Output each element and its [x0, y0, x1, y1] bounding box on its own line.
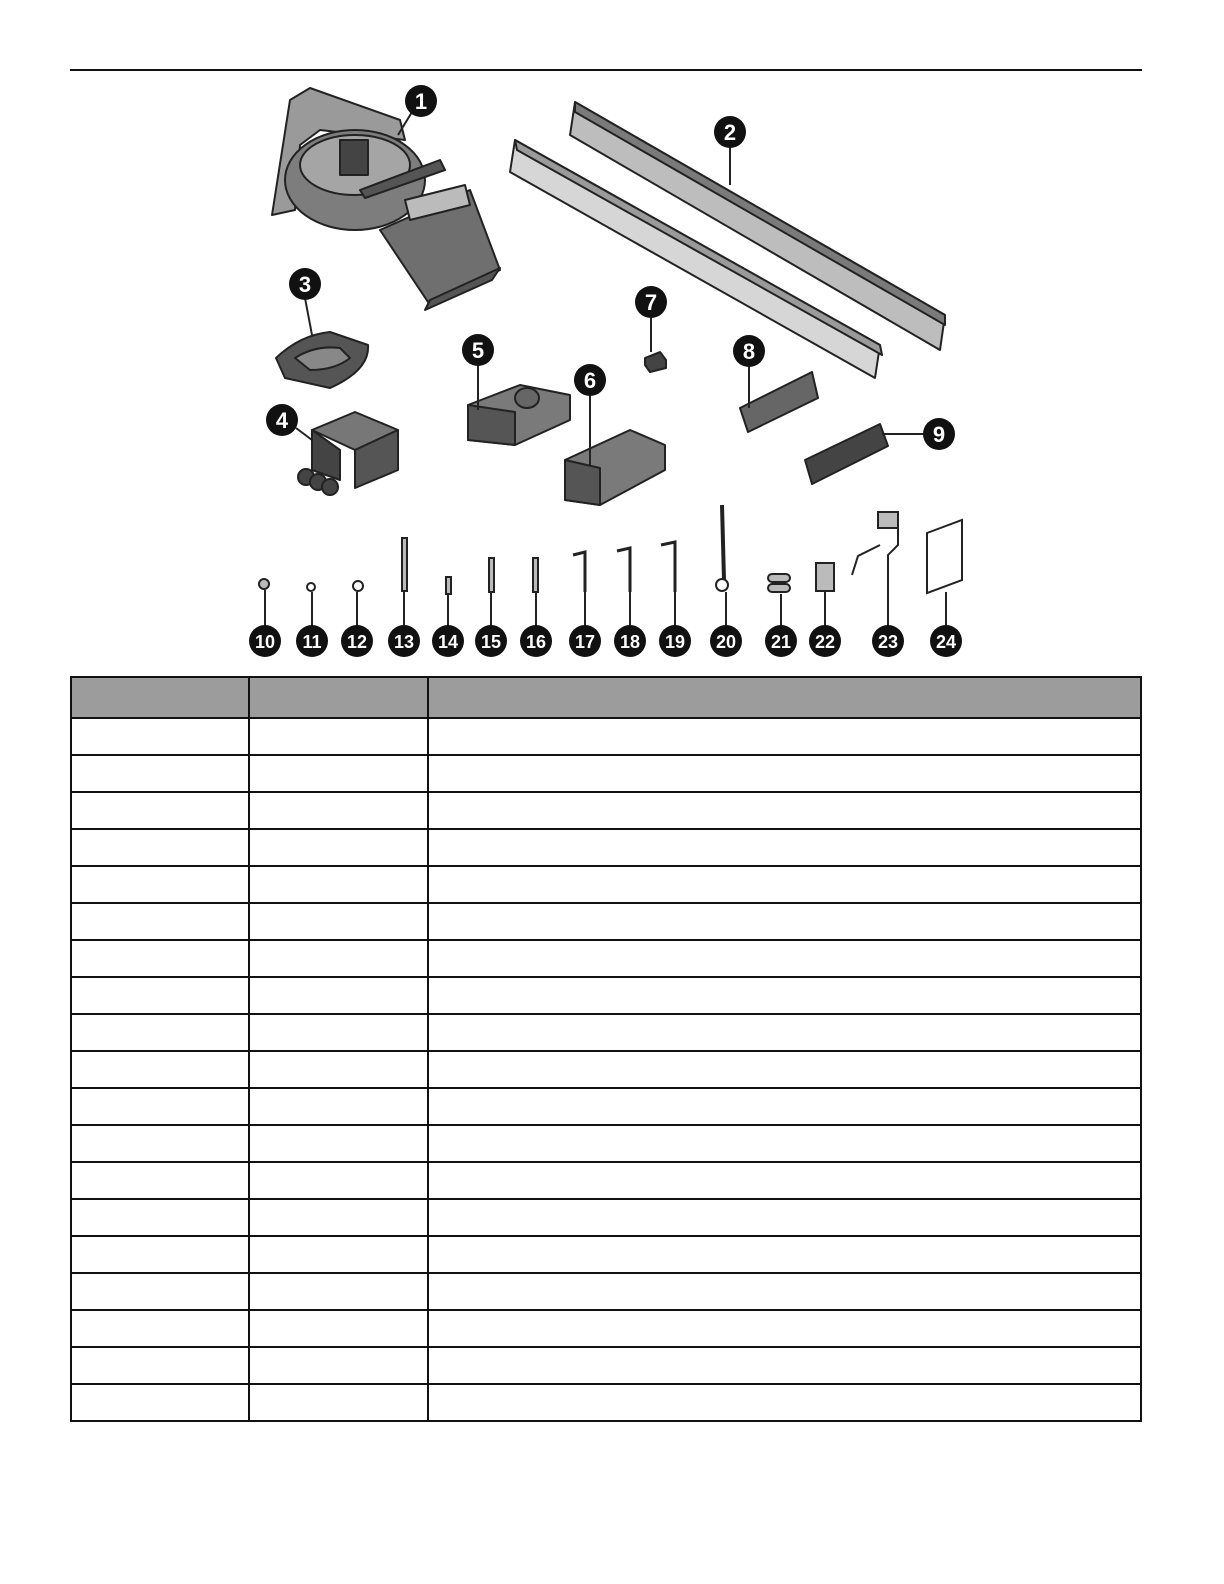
long-bolt: [402, 538, 407, 591]
svg-text:5: 5: [471, 338, 485, 363]
rubber-pad: [805, 424, 888, 484]
callout-11: [296, 625, 328, 657]
table-cell: [249, 1347, 428, 1384]
callout-18: [614, 625, 646, 657]
table-row: [71, 1310, 1141, 1347]
callout-17: [569, 625, 601, 657]
large-washer: [353, 581, 363, 591]
svg-text:10: 10: [254, 632, 276, 652]
table-cell: [71, 792, 249, 829]
table-cell: [428, 1310, 1141, 1347]
svg-text:11: 11: [302, 632, 322, 652]
table-cell: [249, 866, 428, 903]
table-row: [71, 1162, 1141, 1199]
table-cell: [71, 977, 249, 1014]
table-cell: [249, 1088, 428, 1125]
callout-24: [930, 625, 962, 657]
table-cell: [249, 903, 428, 940]
table-cell: [249, 1125, 428, 1162]
svg-text:12: 12: [346, 632, 368, 652]
table-cell: [249, 1014, 428, 1051]
callout-19: [659, 625, 691, 657]
table-row: [71, 1273, 1141, 1310]
batteries: [768, 574, 790, 582]
seat-frame: [298, 412, 398, 495]
svg-text:7: 7: [644, 290, 658, 315]
table-cell: [428, 1384, 1141, 1421]
table-cell: [249, 1199, 428, 1236]
short-bolt: [446, 577, 451, 594]
table-cell: [71, 718, 249, 755]
svg-text:23: 23: [877, 632, 899, 652]
table-cell: [428, 1014, 1141, 1051]
table-row: [71, 903, 1141, 940]
hex-key-18: [617, 548, 630, 592]
callout-2: [714, 116, 746, 148]
svg-text:9: 9: [932, 422, 946, 447]
callout-16: [520, 625, 552, 657]
table-row: [71, 1236, 1141, 1273]
wrench: [722, 505, 724, 580]
table-cell: [249, 792, 428, 829]
table-cell: [249, 1236, 428, 1273]
svg-text:6: 6: [583, 368, 597, 393]
table-cell: [71, 1199, 249, 1236]
table-cell: [428, 1088, 1141, 1125]
hex-key-19: [661, 542, 675, 592]
callout-3: [289, 268, 321, 300]
table-cell: [249, 1162, 428, 1199]
rear-stabilizer: [565, 430, 665, 505]
svg-text:15: 15: [480, 632, 502, 652]
svg-text:13: 13: [393, 632, 415, 652]
header-cell: [71, 677, 249, 718]
callout-8: [733, 335, 765, 367]
parts-illustration: [0, 0, 1224, 670]
table-cell: [71, 1125, 249, 1162]
table-cell: [71, 1088, 249, 1125]
table-row: [71, 718, 1141, 755]
table-cell: [428, 1273, 1141, 1310]
callout-6: [574, 364, 606, 396]
table-cell: [428, 1199, 1141, 1236]
table-cell: [249, 755, 428, 792]
bolt-16: [533, 558, 538, 592]
foam-pad: [816, 563, 834, 591]
callout-23: [872, 625, 904, 657]
table-cell: [71, 1014, 249, 1051]
table-cell: [249, 1310, 428, 1347]
table-cell: [71, 1384, 249, 1421]
table-cell: [249, 1051, 428, 1088]
callout-12: [341, 625, 373, 657]
table-row: [71, 1051, 1141, 1088]
callout-9: [923, 418, 955, 450]
header-cell: [428, 677, 1141, 718]
svg-text:17: 17: [574, 632, 596, 652]
svg-text:21: 21: [770, 632, 792, 652]
table-cell: [71, 1051, 249, 1088]
svg-text:3: 3: [298, 272, 312, 297]
manual-booklet: [927, 520, 962, 593]
callout-7: [635, 286, 667, 318]
table-row: [71, 1384, 1141, 1421]
end-cap-plate: [740, 372, 818, 432]
callout-13: [388, 625, 420, 657]
svg-text:20: 20: [715, 632, 737, 652]
table-row: [71, 792, 1141, 829]
table-cell: [428, 1051, 1141, 1088]
header-cell: [249, 677, 428, 718]
table-cell: [71, 1236, 249, 1273]
svg-text:18: 18: [619, 632, 641, 652]
callout-15: [475, 625, 507, 657]
table-cell: [428, 1236, 1141, 1273]
front-stabilizer: [468, 385, 570, 445]
table-row: [71, 1014, 1141, 1051]
callout-1: [405, 85, 437, 117]
table-cell: [249, 940, 428, 977]
table-cell: [71, 1273, 249, 1310]
callout-22: [809, 625, 841, 657]
table-cell: [428, 792, 1141, 829]
table-row: [71, 977, 1141, 1014]
table-row: [71, 1125, 1141, 1162]
table-cell: [71, 940, 249, 977]
svg-text:1: 1: [414, 89, 428, 114]
table-cell: [71, 903, 249, 940]
table-cell: [428, 940, 1141, 977]
table-cell: [249, 1273, 428, 1310]
table-cell: [71, 829, 249, 866]
svg-text:22: 22: [814, 632, 836, 652]
table-cell: [249, 1384, 428, 1421]
table-row: [71, 1088, 1141, 1125]
table-cell: [249, 718, 428, 755]
table-cell: [249, 977, 428, 1014]
table-cell: [428, 903, 1141, 940]
table-row: [71, 755, 1141, 792]
table-header-row: [71, 677, 1141, 718]
callout-14: [432, 625, 464, 657]
callout-10: [249, 625, 281, 657]
table-row: [71, 940, 1141, 977]
callout-21: [765, 625, 797, 657]
table-row: [71, 829, 1141, 866]
table-cell: [71, 1310, 249, 1347]
svg-text:16: 16: [525, 632, 547, 652]
table-row: [71, 1347, 1141, 1384]
callout-5: [462, 334, 494, 366]
svg-text:4: 4: [275, 408, 289, 433]
small-washer: [307, 583, 315, 591]
svg-text:2: 2: [723, 120, 737, 145]
small-block: [645, 352, 666, 372]
table-cell: [71, 1347, 249, 1384]
callout-4: [266, 404, 298, 436]
table-cell: [428, 977, 1141, 1014]
table-cell: [428, 829, 1141, 866]
hex-key-17: [573, 552, 585, 592]
table-cell: [428, 1125, 1141, 1162]
svg-text:19: 19: [664, 632, 686, 652]
table-cell: [428, 718, 1141, 755]
water-pump: [852, 525, 898, 592]
svg-text:24: 24: [935, 632, 957, 652]
table-cell: [428, 1162, 1141, 1199]
svg-text:14: 14: [437, 632, 459, 652]
svg-text:8: 8: [742, 339, 756, 364]
table-cell: [428, 1347, 1141, 1384]
parts-table-body: [71, 718, 1141, 1421]
table-cell: [428, 755, 1141, 792]
nut: [259, 579, 269, 589]
table-cell: [71, 866, 249, 903]
table-cell: [249, 829, 428, 866]
callout-20: [710, 625, 742, 657]
table-cell: [71, 1162, 249, 1199]
parts-list-table: [70, 676, 1142, 1422]
table-cell: [428, 866, 1141, 903]
table-row: [71, 1199, 1141, 1236]
table-cell: [71, 755, 249, 792]
bolt-15: [489, 558, 494, 592]
table-row: [71, 866, 1141, 903]
